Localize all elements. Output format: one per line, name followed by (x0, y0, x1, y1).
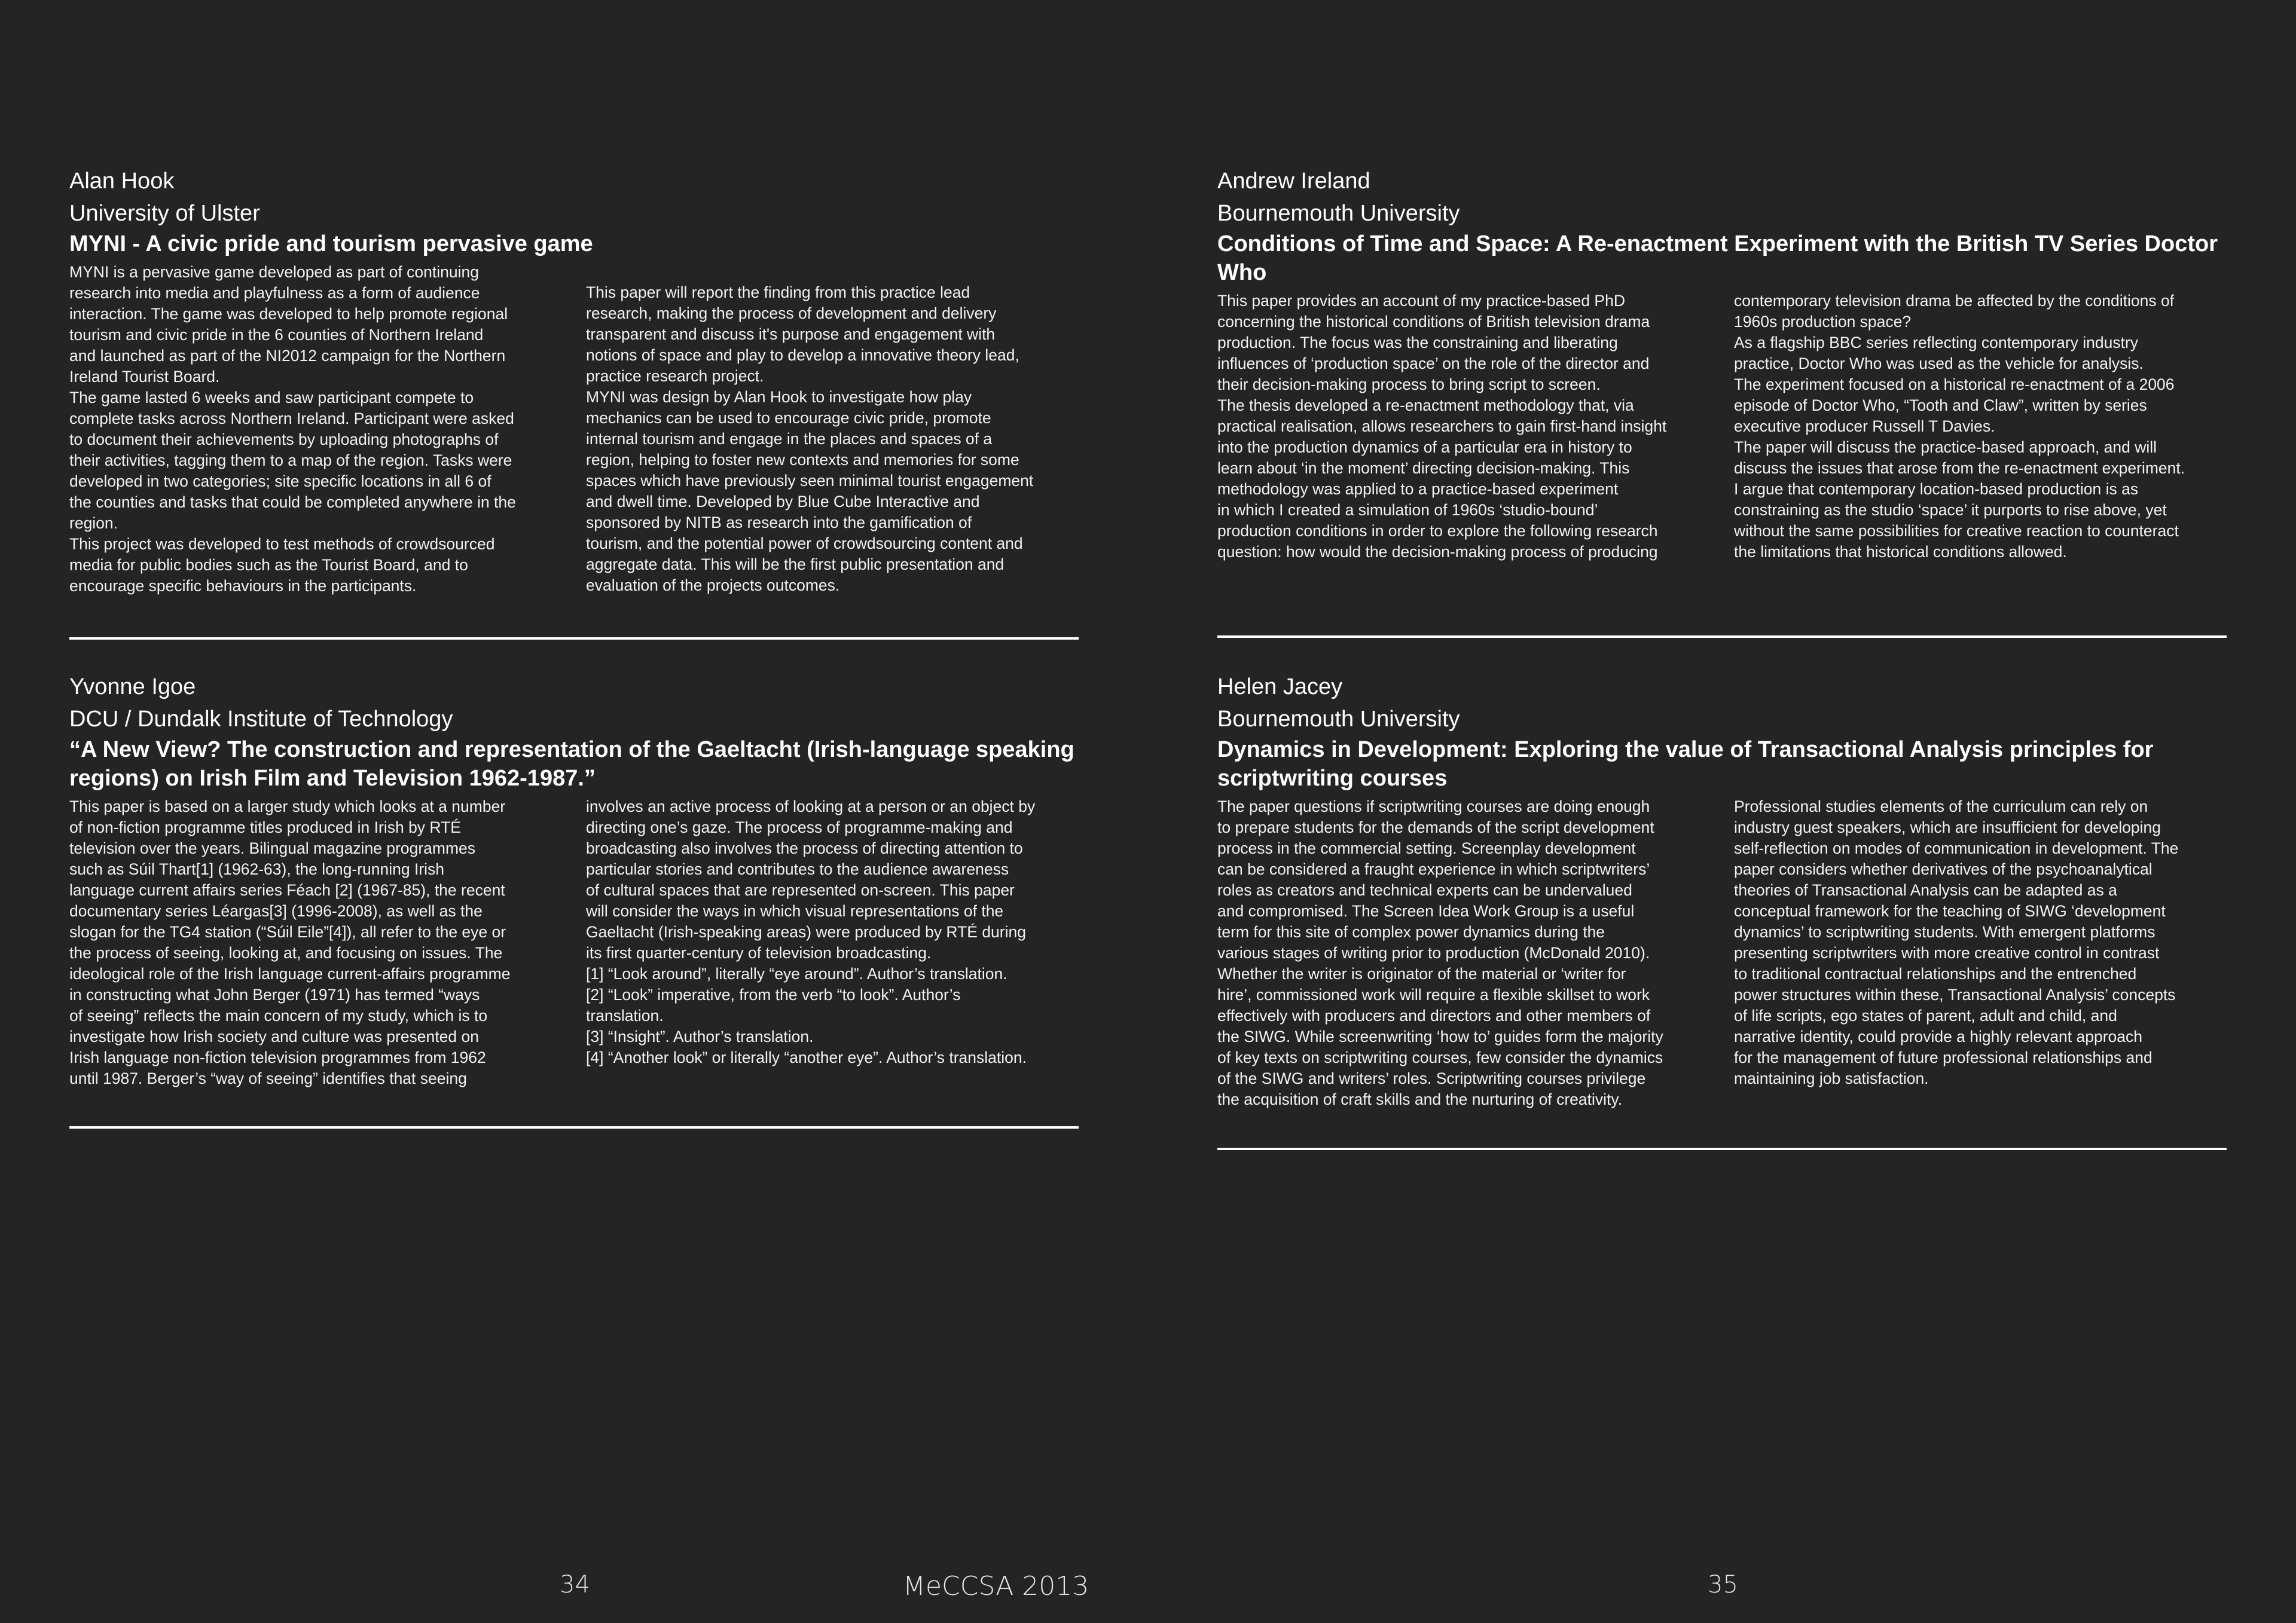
paper-title: MYNI - A civic pride and tourism pervasive game (69, 231, 593, 256)
abstract-entry (69, 671, 1079, 1131)
abstract-column-1: MYNI is a pervasive game developed as part of continuing research into media and playfulness as a form of audience interaction. The game was developed to help promote regional tourism and civic pride in the 6 counties of Northern Ireland and launched as part of the NI2012 campaign for the Northern Ireland Tourist Board. The game lasted 6 weeks and saw participant compete to complete tasks across Northern Ireland. Participant were asked to document their achievements by uploading photographs of their activities, tagging them to a map of the region. Tasks were developed in two categories; site specific locations in all 6 of the counties and tasks that could be completed anywhere in the region. This project was developed to test methods of crowdsourced media for public bodies such as the Tourist Board, and to encourage specific behaviours in the participants. (69, 263, 516, 595)
abstract-column-2: involves an active process of looking at a person or an object by directing one’s gaze. The process of programme-making and broadcasting also involves the process of directing attention to particular stories and contributes to the audience awareness of cultural spaces that are represented on-screen. This paper will consider the ways in which visual representations of the Gaeltacht (Irish-speaking areas) were produced by RTÉ during its first quarter-century of television broadcasting. [1] “Look around”, literally “eye around”. Author’s translation. [2] “Look” imperative, from the verb “to look”. Author’s translation. [3] “Insight”. Author’s translation. [4] “Another look” or literally “another eye”. Author’s translation. (586, 797, 1036, 1066)
paper-title: Conditions of Time and Space: A Re-enactment Experiment with the British TV Series Doctor Who (1217, 231, 2218, 285)
abstract-column-2: This paper will report the finding from this practice lead research, making the process of development and delivery transparent and discuss it's purpose and engagement with notions of space and play to develop a innovative theory lead, practice research project. MYNI was design by Alan Hook to investigate how play mechanics can be used to encourage civic pride, promote internal tourism and engage in the places and spaces of a region, helping to foster new contexts and memories for some spaces which have previously seen minimal tourist engagement and dwell time. Developed by Blue Cube Interactive and sponsored by NITB as research into the gamification of tourism, and the potential power of crowdsourcing content and aggregate data. This will be the first public presentation and evaluation of the projects outcomes. (586, 283, 1034, 594)
author-affiliation: University of Ulster (69, 201, 260, 226)
section-divider (1217, 635, 2227, 638)
abstract-entry (69, 165, 1079, 597)
abstract-column-2: Professional studies elements of the curriculum can rely on industry guest speakers, which are insufficient for developing self-reflection on modes of communication in development. The paper considers whether derivatives of the psychoanalytical theories of Transactional Analysis can be adapted as a conceptual framework for the teaching of SIWG ‘development dynamics’ to scriptwriting students. With emergent platforms presenting scriptwriters with more creative control in contrast to traditional contractual relationships and the entrenched power structures within these, Transactional Analysis’ concepts of life scripts, ego states of parent, adult and child, and narrative identity, could provide a highly relevant approach for the management of future professional relationships and maintaining job satisfaction. (1734, 797, 2179, 1087)
author-affiliation: DCU / Dundalk Institute of Technology (69, 707, 453, 732)
page-number-right: 35 (1708, 1571, 1738, 1598)
abstract-body (1217, 796, 2227, 1131)
abstract-column-1: The paper questions if scriptwriting courses are doing enough to prepare students for the demands of the script development process in the commercial setting. Screenplay development can be considered a fraught experience in which scriptwriters’ roles as creators and technical experts can be undervalued and compromised. The Screen Idea Work Group is a useful term for this site of complex power dynamics during the various stages of writing prior to production (McDonald 2010). Whether the writer is originator of the material or ‘writer for hire’, commissioned work will require a flexible skillset to work effectively with producers and directors and other members of the SIWG. While screenwriting ‘how to’ guides form the majority of key texts on scriptwriting courses, few consider the dynamics of the SIWG and writers’ roles. Scriptwriting courses privilege the acquisition of craft skills and the nurturing of creativity. (1217, 797, 1663, 1108)
author-name: Yvonne Igoe (69, 674, 196, 699)
abstract-entry (1217, 671, 2227, 1131)
section-divider (1217, 1148, 2227, 1150)
section-divider (69, 1126, 1079, 1129)
abstract-column-1: This paper is based on a larger study which looks at a number of non-fiction programme titles produced in Irish by RTÉ television over the years. Bilingual magazine programmes such as Súil Thart[1] (1962-63), the long-running Irish language current affairs series Féach [2] (1967-85), the recent documentary series Léargas[3] (1996-2008), as well as the slogan for the TG4 station (“Súil Eile”[4]), all refer to the eye or the process of seeing, looking at, and focusing on issues. The ideological role of the Irish language current-affairs programme in constructing what John Berger (1971) has termed “ways of seeing” reflects the main concern of my study, which is to investigate how Irish society and culture was presented on Irish language non-fiction television programmes from 1962 until 1987. Berger’s “way of seeing” identifies that seeing (69, 797, 511, 1087)
paper-title: “A New View? The construction and representation of the Gaeltacht (Irish-language speaking regions) on Irish Film and Television 1962-1987.” (69, 737, 1074, 791)
abstract-column-2: contemporary television drama be affected by the conditions of 1960s production space? As a flagship BBC series reflecting contemporary industry practice, Doctor Who was used as the vehicle for analysis. The experiment focused on a historical re-enactment of a 2006 episode of Doctor Who, “Tooth and Claw”, written by series executive producer Russell T Davies. The paper will discuss the practice-based approach, and will discuss the issues that arose from the re-enactment experiment. I argue that contemporary location-based production is as constraining as the studio ‘space’ it purports to rise above, yet without the same possibilities for creative reaction to counteract the limitations that historical conditions allowed. (1734, 292, 2185, 561)
section-divider (69, 637, 1079, 640)
abstract-entry (1217, 165, 2227, 625)
abstract-body (69, 262, 1079, 597)
abstract-body (69, 796, 1079, 1131)
author-affiliation: Bournemouth University (1217, 201, 1460, 226)
author-affiliation: Bournemouth University (1217, 707, 1460, 732)
abstract-column-1: This paper provides an account of my practice-based PhD concerning the historical conditions of British television drama production. The focus was the constraining and liberating influences of ‘production space’ on the role of the director and their decision-making process to bring script to screen. The thesis developed a re-enactment methodology that, via practical realisation, allows researchers to gain first-hand insight into the production dynamics of a particular era in history to learn about ‘in the moment’ directing decision-making. This methodology was applied to a practice-based experiment in which I created a simulation of 1960s ‘studio-bound’ production conditions in order to explore the following research question: how would the decision-making process of producing (1217, 292, 1667, 561)
paper-title: Dynamics in Development: Exploring the value of Transactional Analysis principles for scriptwriting courses (1217, 737, 2154, 791)
journal-name: MeCCSA 2013 (903, 1571, 1089, 1601)
right-page (1148, 0, 2296, 1623)
page-number-left: 34 (560, 1571, 590, 1598)
abstract-body (1217, 291, 2227, 625)
author-name: Helen Jacey (1217, 674, 1343, 699)
author-name: Alan Hook (69, 169, 175, 194)
author-name: Andrew Ireland (1217, 169, 1370, 194)
